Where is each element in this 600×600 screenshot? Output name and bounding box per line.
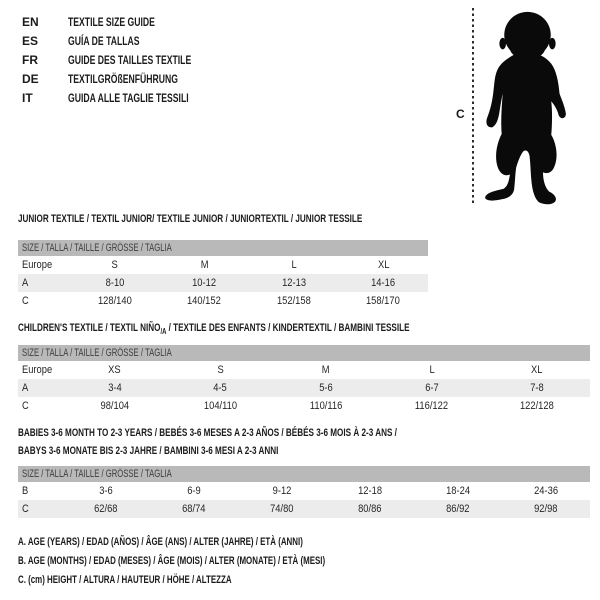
cell-text: A: [22, 382, 29, 394]
cell: [379, 379, 485, 397]
cell: [249, 292, 339, 310]
cell-text: M: [322, 364, 330, 376]
cell: [249, 274, 339, 292]
table-row-a: [18, 274, 428, 292]
cell: [379, 397, 485, 415]
language-code: IT: [22, 90, 33, 105]
cell-text: 5-6: [319, 382, 333, 394]
table-row-europe: [18, 256, 428, 274]
cell-text: 3-6: [99, 485, 113, 497]
cell: [238, 500, 326, 518]
cell-text: 6-7: [424, 382, 439, 394]
cell: [273, 379, 379, 397]
size-header-bar: [18, 466, 590, 482]
cell-text: 62/68: [94, 503, 118, 515]
cell: [168, 361, 274, 379]
row-label-cell: [18, 379, 62, 397]
footnote-text: B. AGE (MONTHS) / EDAD (MESES) / ÂGE (MOIS) / ALTER (MONATE) / ETÀ (MESI): [18, 555, 326, 567]
junior-size-table: [18, 240, 428, 310]
cell-text: 12-13: [281, 277, 306, 289]
table-row-b: [18, 482, 590, 500]
cell-text: Europe: [22, 364, 53, 376]
cell-text: L: [291, 259, 297, 271]
language-title: TEXTILGRÖßENFÜHRUNG: [68, 71, 178, 86]
cell: [326, 482, 414, 500]
language-code: EN: [22, 14, 39, 29]
cell-text: 24-36: [534, 485, 558, 497]
junior-table-title: [18, 212, 483, 226]
cell-text: XL: [531, 364, 543, 376]
cell: [339, 256, 429, 274]
language-code: DE: [22, 71, 39, 86]
cell-text: XL: [377, 259, 389, 271]
cell: [150, 500, 238, 518]
cell-text: B: [22, 485, 29, 497]
cell: [502, 482, 590, 500]
cell: [484, 397, 590, 415]
cell: [326, 500, 414, 518]
cell-text: S: [217, 364, 224, 376]
language-title: GUÍA DE TALLAS: [68, 33, 140, 48]
language-row-en: [22, 12, 239, 31]
footnote-text: A. AGE (YEARS) / EDAD (AÑOS) / ÂGE (ANS) / ALTER (JAHRE) / ETÀ (ANNI): [18, 536, 303, 548]
size-header-bar: [18, 240, 428, 256]
cell-text: 4-5: [213, 382, 228, 394]
cell-text: Europe: [22, 259, 53, 271]
children-table-title: [18, 321, 547, 339]
size-header-text: SIZE / TALLA / TAILLE / GRÖSSE / TAGLIA: [22, 242, 172, 254]
nino-a-subscript: /A: [160, 327, 167, 336]
table-row-a: [18, 379, 590, 397]
cell-text: C: [22, 503, 29, 515]
cell-text: 92/98: [534, 503, 558, 515]
language-title: GUIDA ALLE TAGLIE TESSILI: [68, 90, 189, 105]
cell-text: 98/104: [100, 400, 130, 412]
cell: [273, 397, 379, 415]
cell: [502, 500, 590, 518]
cell: [62, 482, 150, 500]
junior-table-title-text: JUNIOR TEXTILE / TEXTIL JUNIOR/ TEXTILE JUNIOR / JUNIORTEXTIL / JUNIOR TESSILE: [18, 213, 363, 225]
cell: [70, 292, 160, 310]
language-row-de: [22, 69, 239, 88]
cell-text: 116/122: [415, 400, 449, 412]
height-label: C: [456, 107, 465, 121]
cell: [273, 361, 379, 379]
cell-text: 104/110: [203, 400, 237, 412]
cell: [70, 274, 160, 292]
cell-text: 18-24: [446, 485, 470, 497]
row-label-cell: [18, 482, 62, 500]
cell-text: 122/128: [520, 400, 555, 412]
babies-size-table: [18, 466, 590, 518]
table-row-c: [18, 292, 428, 310]
cell: [168, 397, 274, 415]
cell-text: 86/92: [446, 503, 470, 515]
cell-text: A: [22, 277, 29, 289]
cell: [62, 500, 150, 518]
cell-text: 3-4: [108, 382, 122, 394]
children-table-title-text: CHILDREN'S TEXTILE / TEXTIL $NIÑO_{/A}$ / TEXTILE DES ENFANTS / KINDERTEXTIL / BAMBINI TESSILE: [18, 322, 410, 336]
cell-text: 6-9: [187, 485, 201, 497]
cell-text: L: [428, 364, 435, 376]
language-row-es: [22, 31, 239, 50]
row-label-cell: [18, 361, 62, 379]
cell-text: 152/158: [276, 295, 311, 307]
footnote-c: [18, 574, 445, 593]
table-row-c: [18, 397, 590, 415]
cell: [62, 379, 168, 397]
table-row-c: [18, 500, 590, 518]
language-code: ES: [22, 33, 39, 48]
language-title: TEXTILE SIZE GUIDE: [68, 14, 155, 29]
babies-table-title-line2: BABYS 3-6 MONATE BIS 2-3 JAHRE / BAMBINI 3-6 MESI A 2-3 ANNI: [18, 445, 279, 457]
language-title: GUIDE DES TAILLES TEXTILE: [68, 52, 192, 67]
table-row-europe: [18, 361, 590, 379]
cell-text: 12-18: [358, 485, 382, 497]
cell-text: 110/116: [309, 400, 343, 412]
cell: [249, 256, 339, 274]
cell: [70, 256, 160, 274]
size-header-text: SIZE / TALLA / TAILLE / GRÖSSE / TAGLIA: [22, 347, 172, 359]
cell: [238, 482, 326, 500]
cell: [62, 397, 168, 415]
cell-text: 68/74: [182, 503, 206, 515]
language-code: FR: [22, 52, 38, 67]
cell-text: 158/170: [366, 295, 401, 307]
size-header-text: SIZE / TALLA / TAILLE / GRÖSSE / TAGLIA: [22, 468, 172, 480]
cell: [168, 379, 274, 397]
footnote-a: [18, 536, 445, 555]
cell-text: 80/86: [358, 503, 382, 515]
cell-text: 128/140: [97, 295, 132, 307]
cell: [160, 256, 250, 274]
cell: [150, 482, 238, 500]
row-label-cell: [18, 274, 70, 292]
cell: [484, 379, 590, 397]
babies-table-title: [18, 424, 530, 460]
cell: [414, 500, 502, 518]
cell: [339, 274, 429, 292]
cell-text: 14-16: [371, 277, 396, 289]
size-header-row: [18, 345, 590, 361]
size-header-bar: [18, 345, 590, 361]
cell: [379, 361, 485, 379]
row-label-cell: [18, 397, 62, 415]
cell: [339, 292, 429, 310]
language-row-fr: [22, 50, 239, 69]
row-label-cell: [18, 292, 70, 310]
cell: [160, 292, 250, 310]
cell: [62, 361, 168, 379]
cell-text: 10-12: [192, 277, 217, 289]
cell-text: 8-10: [105, 277, 125, 289]
cell-text: M: [200, 259, 209, 271]
row-label-cell: [18, 256, 70, 274]
cell: [414, 482, 502, 500]
children-size-table: [18, 345, 590, 415]
baby-silhouette-icon: [481, 9, 574, 207]
cell-text: XS: [108, 364, 122, 376]
cell: [160, 274, 250, 292]
size-header-row: [18, 466, 590, 482]
footnote-text: C. (cm) HEIGHT / ALTURA / HAUTEUR / HÖHE / ALTEZZA: [18, 574, 232, 586]
cell-text: S: [111, 259, 118, 271]
cell-text: 7-8: [530, 382, 544, 394]
language-list: [22, 12, 239, 107]
footnotes: [18, 536, 445, 593]
cell: [484, 361, 590, 379]
cell-text: 9-12: [272, 485, 292, 497]
footnote-b: [18, 555, 445, 574]
row-label-cell: [18, 500, 62, 518]
babies-table-title-line1: BABIES 3-6 MONTH TO 2-3 YEARS / BEBÉS 3-6 MESES A 2-3 AÑOS / BÉBÉS 3-6 MOIS À 2-3 ANS /: [18, 427, 397, 439]
cell-text: C: [22, 295, 29, 307]
language-row-it: [22, 88, 239, 107]
cell-text: 140/152: [187, 295, 222, 307]
size-header-row: [18, 240, 428, 256]
cell-text: C: [22, 400, 29, 412]
cell-text: 74/80: [270, 503, 294, 515]
height-measure-line: [472, 8, 474, 206]
